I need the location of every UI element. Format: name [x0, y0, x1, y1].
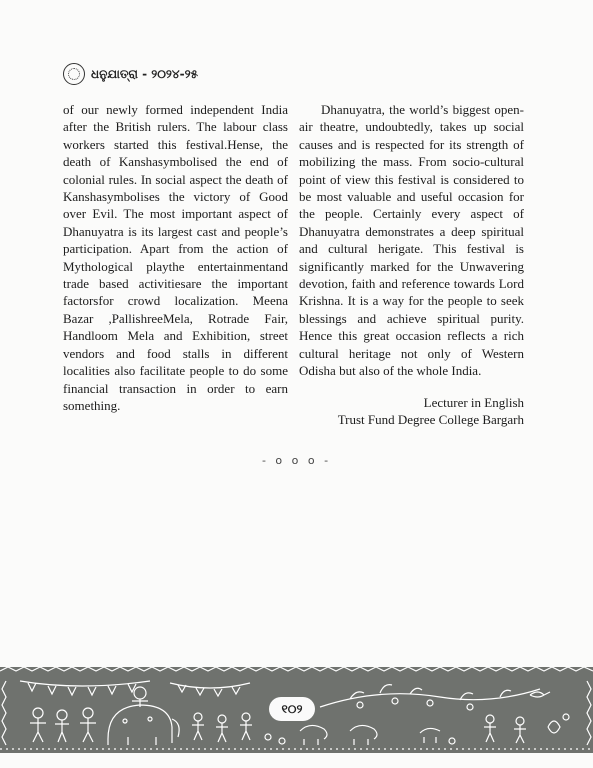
page-header — [63, 61, 198, 87]
header-title: ଧନୁଯାତ୍ରା - ୨୦୨୪-୨୫ — [91, 66, 199, 81]
section-separator: - o o o - — [261, 454, 332, 467]
signature-title: Lecturer in English — [423, 394, 524, 410]
author-signature — [299, 394, 524, 429]
left-column — [63, 101, 288, 414]
right-column — [299, 101, 524, 428]
signature-institution: Trust Fund Degree College Bargarh — [337, 411, 524, 427]
left-paragraph: of our newly formed independent India after the British rulers. The labour class workers started this festival.Hense, the death of Kanshasymbolised the end of colonial rules. In social aspect the death of Kanshasymbolises the victory of Good over Evil. The most important aspect of Dhanuyatra is its largest cast and people’s participation. Apart from the action of Mythological playthe entertainmentand trade based activitiesare the important factorsfor crowd localization. Meena Bazar ,PallishreeMela, Rotrade Fair, Handloom Mela and Exhibition, street vendors and food stalls in different localities also facilitate people to do some financial transaction in order to earn something. — [63, 102, 288, 413]
seal-icon — [63, 63, 85, 85]
right-paragraph: Dhanuyatra, the world’s biggest open-air theatre, undoubtedly, takes up social causes and is respected for its strength of mobilizing the mass. From socio-cultural point of view this festival is considered to be most valuable and useful occasion for the people. Certainly every aspect of Dhanuyatra demonstrates a deep spiritual and cultural herigate. This festival is significantly marked for the Unwavering devotion, faith and reference towards Lord Krishna. It is a way for the people to seek blessings and achieve spiritual purity. Hence this great occasion reflects a rich cultural heritage not only of Western Odisha but also of the whole India. — [299, 102, 524, 379]
page-number: ୧୦୨ — [269, 697, 315, 721]
